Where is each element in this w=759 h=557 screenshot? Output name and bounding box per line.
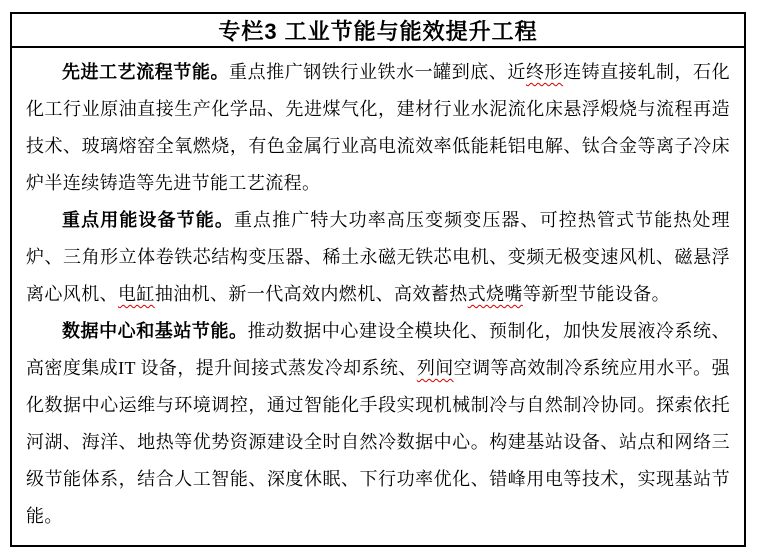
paragraph-lead-text: 数据中心和基站节能。 (62, 321, 248, 341)
column-title: 专栏3 工业节能与能效提升工程 (12, 14, 744, 48)
misspelled-word: 电缸 (118, 284, 155, 304)
text-segment: 等新型节能设备。 (522, 284, 671, 304)
paragraph-lead-text: 先进工艺流程节能。 (62, 62, 230, 82)
misspelled-word: 终形 (525, 62, 564, 82)
text-segment: 连铸直接轧制，石化化工行业原油直接生产化学品、先进煤气化，建材行业水泥流化床悬浮煅烧与流程再造技术、玻璃熔窑全氧燃烧，有色金属行业高电流效率低能耗铝电解、钛合金等离子冷床炉半连续铸造等先进节能工艺流程。 (26, 62, 730, 193)
paragraph (26, 202, 730, 313)
text-segment: 抽油机、新一代高效内燃机、高效蓄热 (154, 284, 468, 304)
paragraph-lead-text: 重点用能设备节能。 (62, 210, 234, 230)
paragraph (26, 313, 730, 535)
column-box (10, 12, 746, 547)
text-segment: 重点推广钢铁行业铁水一罐到底、近 (229, 62, 526, 82)
text-segment: 重点推广特大功率高压变频变压器、可控热管式节能热处理炉、三角形立体卷铁芯结构变压器、稀土永磁无铁芯电机、变频无极变速风机、磁悬浮离心风机、 (26, 210, 730, 304)
misspelled-word: 列间 (416, 358, 454, 378)
text-segment: 空调等高效制冷系统应用水平。强化数据中心运维与环境调控，通过智能化手段实现机械制冷与自然制冷协同。探索依托河湖、海洋、地热等优势资源建设全时自然冷数据中心。构建基站设备、站点和网络三级节能体系，结合人工智能、深度休眠、下行功率优化、错峰用电等技术，实现基站节能。 (26, 358, 730, 526)
text-segment: 推动数据中心建设全模块化、预制化，加快发展液冷系统、高密度集成IT 设备，提升间接式蒸发冷却系统、 (26, 321, 731, 378)
column-body (12, 48, 744, 535)
paragraph (26, 54, 730, 202)
misspelled-word: 式烧嘴 (467, 284, 523, 304)
